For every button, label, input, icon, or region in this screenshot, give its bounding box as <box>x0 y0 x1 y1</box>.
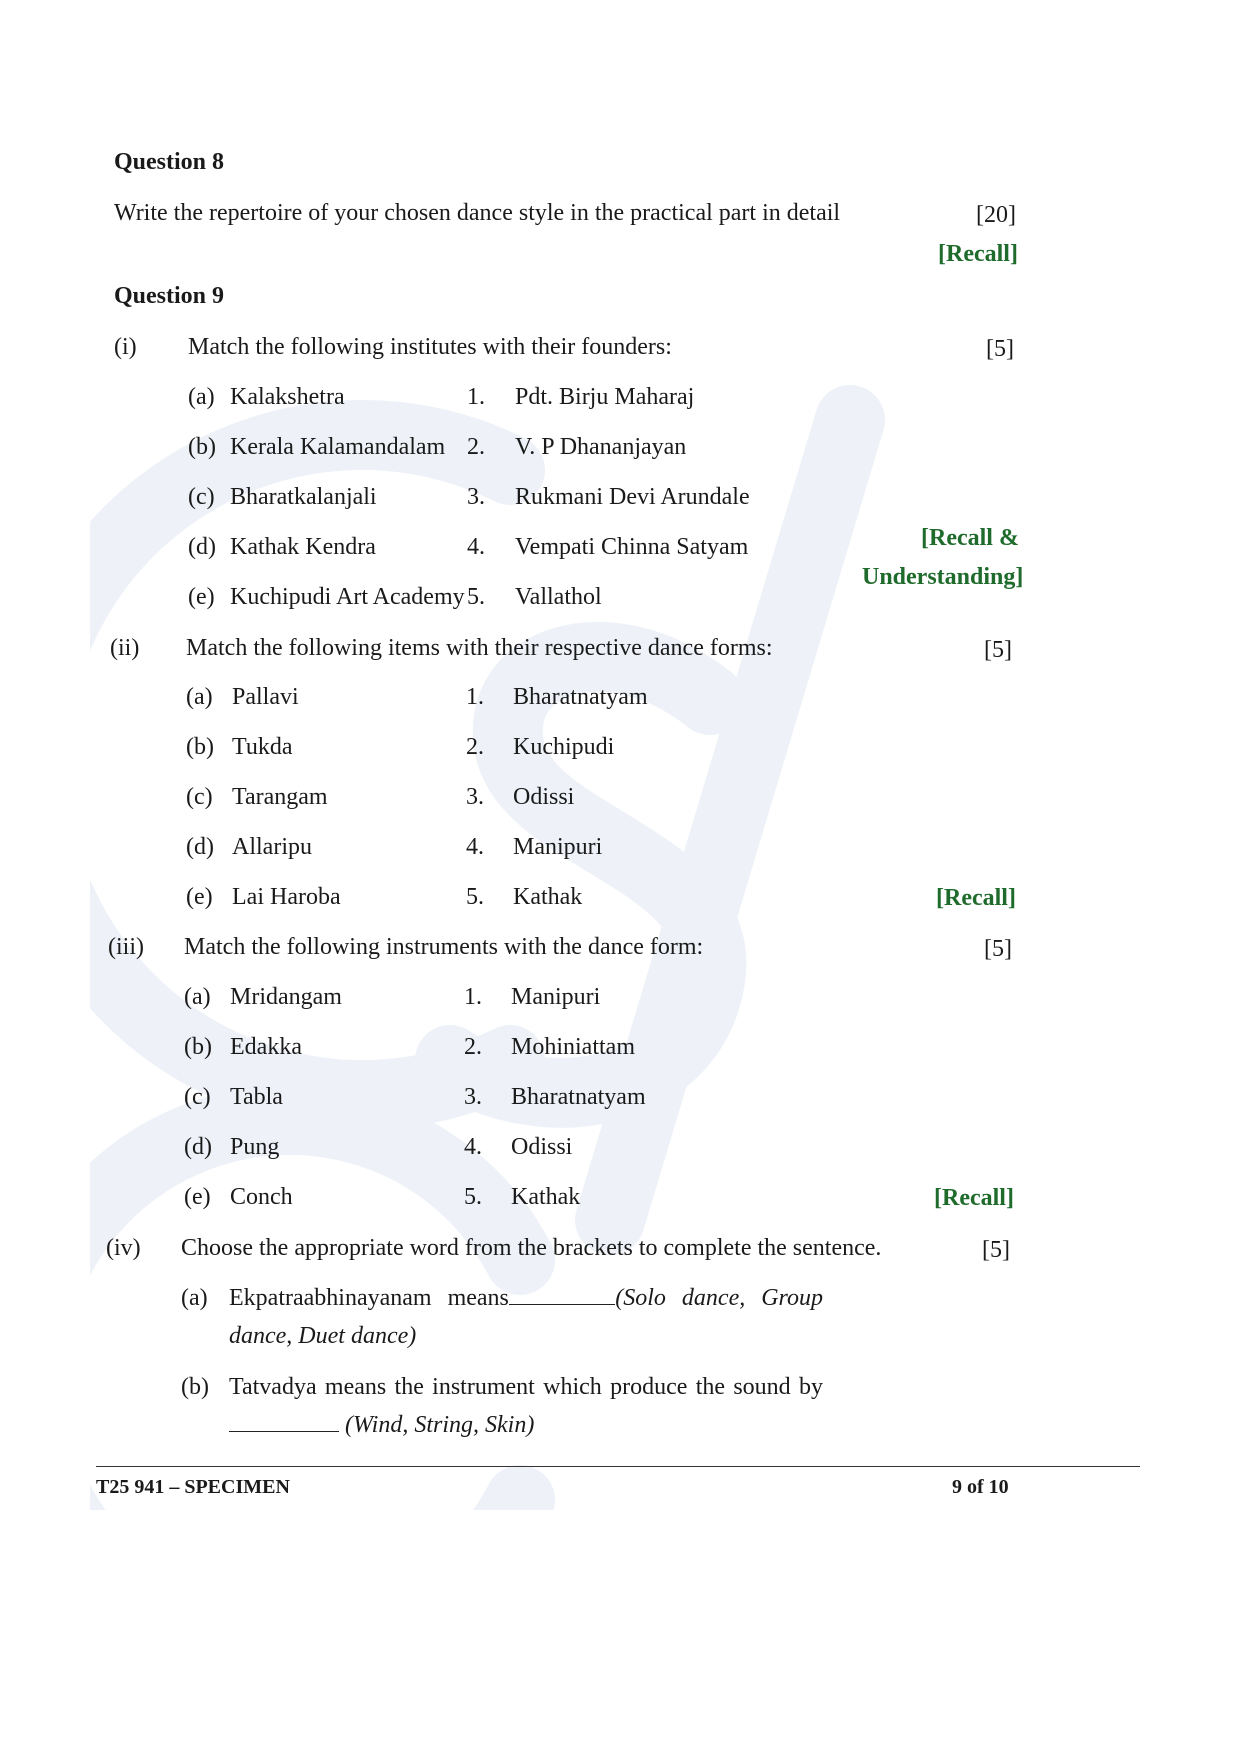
match-text: Odissi <box>511 1134 573 1160</box>
question-8-text: Write the repertoire of your chosen dance style in the practical part in detail <box>114 200 841 226</box>
match-number: 4. <box>467 534 485 560</box>
item-label: (b) <box>186 734 214 760</box>
match-text: Kathak <box>513 884 583 910</box>
match-number: 1. <box>466 684 484 710</box>
item-label: (a) <box>186 684 213 710</box>
item-label: (a) <box>188 384 215 410</box>
part-ii-tag: [Recall] <box>936 885 1016 911</box>
match-text: Rukmani Devi Arundale <box>515 484 750 510</box>
match-text: Pdt. Birju Maharaj <box>515 384 695 410</box>
item-label: (e) <box>188 584 215 610</box>
sentence-text: Tatvadya means the instrument which produce the sound by <box>229 1374 823 1400</box>
match-number: 1. <box>467 384 485 410</box>
item-label: (d) <box>184 1134 212 1160</box>
item-text: Edakka <box>230 1034 302 1060</box>
match-number: 5. <box>467 584 485 610</box>
item-text: Mridangam <box>230 984 342 1010</box>
match-text: Odissi <box>513 784 575 810</box>
match-text: Manipuri <box>511 984 601 1010</box>
part-instruction: Choose the appropriate word from the brackets to complete the sentence. <box>181 1235 882 1261</box>
item-text: Pallavi <box>232 684 299 710</box>
match-number: 5. <box>464 1184 482 1210</box>
page-number: 9 of 10 <box>952 1476 1009 1498</box>
item-label: (b) <box>184 1034 212 1060</box>
match-text: Bharatnatyam <box>511 1084 646 1110</box>
answer-blank <box>509 1284 615 1305</box>
item-label: (c) <box>184 1084 211 1110</box>
question-8-tag: [Recall] <box>938 241 1018 267</box>
match-number: 4. <box>464 1134 482 1160</box>
match-number: 5. <box>466 884 484 910</box>
match-text: Vallathol <box>515 584 602 610</box>
question-9-heading: Question 9 <box>114 283 225 309</box>
question-8-heading: Question 8 <box>114 149 225 175</box>
part-instruction: Match the following institutes with their founders: <box>188 334 672 360</box>
item-label: (e) <box>186 884 213 910</box>
match-number: 2. <box>467 434 485 460</box>
fill-blank-sentence <box>229 1284 823 1312</box>
item-text: Pung <box>230 1134 280 1160</box>
item-label: (a) <box>181 1285 208 1311</box>
part-i-tag-line1: [Recall & <box>921 525 1019 551</box>
item-text: Tarangam <box>232 784 328 810</box>
part-instruction: Match the following items with their respective dance forms: <box>186 635 773 661</box>
match-text: V. P Dhananjayan <box>515 434 687 460</box>
match-number: 2. <box>464 1034 482 1060</box>
item-label: (e) <box>184 1184 211 1210</box>
match-number: 2. <box>466 734 484 760</box>
item-text: Kerala Kalamandalam <box>230 434 446 460</box>
sentence-text: Ekpatraabhinayanam means <box>229 1285 509 1311</box>
options-text: (Solo dance, Group <box>615 1285 823 1311</box>
item-text: Bharatkalanjali <box>230 484 377 510</box>
item-text: Kathak Kendra <box>230 534 376 560</box>
match-number: 4. <box>466 834 484 860</box>
match-number: 3. <box>466 784 484 810</box>
part-marks: [5] <box>984 936 1012 962</box>
footer-code: T25 941 – SPECIMEN <box>96 1476 290 1498</box>
options-text-continued: dance, Duet dance) <box>229 1323 417 1349</box>
item-label: (d) <box>186 834 214 860</box>
item-label: (d) <box>188 534 216 560</box>
part-number: (ii) <box>110 635 140 661</box>
match-text: Kuchipudi <box>513 734 615 760</box>
question-8-marks: [20] <box>976 202 1016 228</box>
options-text: (Wind, String, Skin) <box>345 1412 535 1438</box>
fill-blank-line <box>229 1411 534 1439</box>
item-label: (b) <box>188 434 216 460</box>
part-marks: [5] <box>982 1237 1010 1263</box>
part-number: (iv) <box>106 1235 141 1261</box>
item-label: (c) <box>186 784 213 810</box>
match-text: Vempati Chinna Satyam <box>515 534 749 560</box>
match-text: Kathak <box>511 1184 581 1210</box>
match-number: 3. <box>464 1084 482 1110</box>
answer-blank <box>229 1411 339 1432</box>
item-text: Conch <box>230 1184 293 1210</box>
part-instruction: Match the following instruments with the dance form: <box>184 934 704 960</box>
item-text: Tukda <box>232 734 293 760</box>
part-marks: [5] <box>986 336 1014 362</box>
part-i-tag-line2: Understanding] <box>862 564 1024 590</box>
part-iii-tag: [Recall] <box>934 1185 1014 1211</box>
item-text: Kuchipudi Art Academy <box>230 584 465 610</box>
item-label: (a) <box>184 984 211 1010</box>
item-text: Tabla <box>230 1084 283 1110</box>
match-text: Bharatnatyam <box>513 684 648 710</box>
footer-divider <box>96 1466 1140 1467</box>
item-text: Allaripu <box>232 834 312 860</box>
item-text: Kalakshetra <box>230 384 345 410</box>
match-text: Manipuri <box>513 834 603 860</box>
item-label: (c) <box>188 484 215 510</box>
match-text: Mohiniattam <box>511 1034 635 1060</box>
part-marks: [5] <box>984 637 1012 663</box>
item-label: (b) <box>181 1374 209 1400</box>
part-number: (iii) <box>108 934 144 960</box>
item-text: Lai Haroba <box>232 884 341 910</box>
match-number: 1. <box>464 984 482 1010</box>
part-number: (i) <box>114 334 137 360</box>
match-number: 3. <box>467 484 485 510</box>
